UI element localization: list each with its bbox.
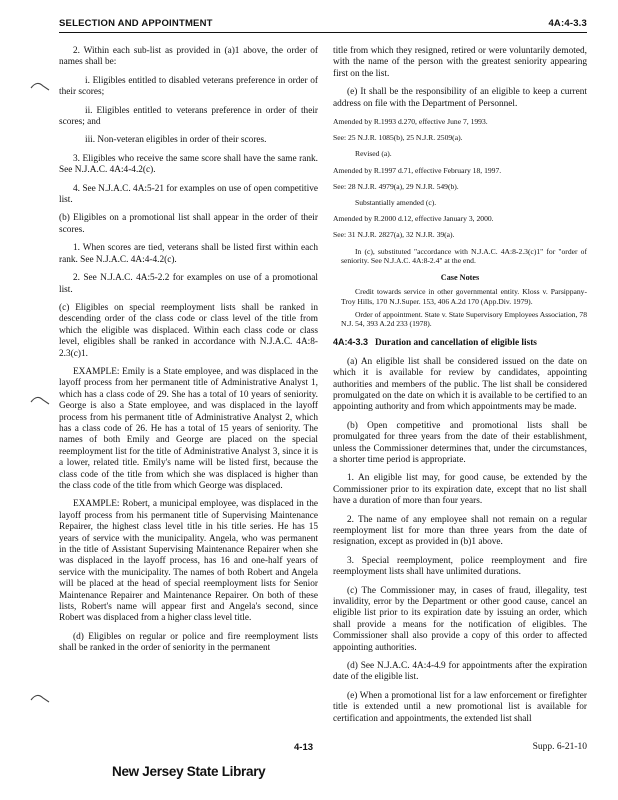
paragraph: 1. When scores are tied, veterans shall be listed first within each rank. See N.J.A.C. 4A:4-4.2(c).	[59, 243, 318, 265]
right-column-top	[333, 46, 587, 110]
paragraph: title from which they resigned, retired or were voluntarily demoted, with the name of the person with the greatest seniority appearing first on the list.	[333, 46, 587, 79]
paragraph: 1. An eligible list may, for good cause, be extended by the Commissioner prior to its expiration date, except that no list shall have a duration of more than four years.	[333, 473, 587, 507]
page-number: 4-13	[294, 742, 314, 753]
paragraph: (b) Eligibles on a promotional list shall appear in the order of their scores.	[59, 213, 318, 235]
history-line: See: 31 N.J.R. 2827(a), 32 N.J.R. 39(a).	[333, 230, 455, 240]
left-column	[59, 46, 318, 662]
header-section: 4A:4-3.3	[548, 18, 587, 29]
paragraph: 2. See N.J.A.C. 4A:5-2.2 for examples on use of a promotional list.	[59, 273, 318, 295]
running-header	[59, 18, 587, 32]
paragraph: 2. The name of any employee shall not remain on a regular reemployment list for more than three years from the date of resignation, except as provided in (b)1 above.	[333, 514, 587, 548]
history-line: See: 25 N.J.R. 1085(b), 25 N.J.R. 2509(a).	[333, 133, 463, 143]
paragraph: (c) The Commissioner may, in cases of fraud, illegality, test invalidity, error by the Department or other good cause, cancel an eligible list prior to its expiration date by issuing an order, which shall provide a means for the notification of eligibles. The Commissioner shall also provide a copy of this order to affected appointing authorities.	[333, 585, 587, 653]
history-line: In (c), substituted "accordance with N.J.A.C. 4A:8-2.3(c)1" for "order of seniority. See N.J.A.C. 4A:8-2.4" at the end.	[341, 246, 587, 265]
paragraph: (a) An eligible list shall be considered issued on the date on which it is available for review by candidates, appointing authorities and members of the public. The list shall be considered promulgated on the date on which it is available to be certified to an appointing authority and from which appointments may be made.	[333, 356, 587, 413]
paragraph: EXAMPLE: Robert, a municipal employee, was displaced in the layoff process from his permanent title of Supervising Maintenance Repairer, the highest class level title in his title series. He has 15 years of service with the municipality. Angela, who was permanent in the title of Assistant Supervising Maintenance Repairer when she was displaced in the layoff process, has 16 and one-half years of service with the municipality. The names of both Robert and Angela will be placed at the head of special reemployment lists for Senior Maintenance Repairer and Maintenance Repairer. On both of these lists, Robert's name will appear first and Angela's second, since Robert was displaced from a higher class level title.	[59, 499, 318, 624]
paragraph: (c) Eligibles on special reemployment lists shall be ranked in descending order of the class code or class level of the title from which the eligible was displaced. Within each class code or class level, eligibles shall be ranked in accordance with N.J.A.C. 4A:8-2.3(c)1.	[59, 302, 318, 359]
section-number: 4A:4-3.3	[333, 337, 369, 348]
paragraph: 3. Special reemployment, police reemployment and fire reemployment lists shall have unlimited durations.	[333, 555, 587, 578]
section-heading	[333, 337, 587, 349]
margin-hole-mark-icon	[29, 690, 51, 704]
library-stamp: New Jersey State Library	[112, 764, 266, 779]
case-notes-heading: Case Notes	[440, 273, 480, 283]
header-rule	[59, 32, 587, 33]
history-line: Amended by R.1993 d.270, effective June 7, 1993.	[333, 117, 488, 127]
paragraph: (b) Open competitive and promotional lists shall be promulgated for three years from the date of their establishment, unless the Commissioner determines that, under the circumstances, a shorter time period is appropriate.	[333, 420, 587, 465]
supplement-date: Supp. 6-21-10	[532, 742, 587, 752]
paragraph: 3. Eligibles who receive the same score shall have the same rank. See N.J.A.C. 4A:4-4.2(c).	[59, 153, 318, 176]
paragraph: EXAMPLE: Emily is a State employee, and was displaced in the layoff process from her permanent title of Administrative Analyst 1, which has a class code of 29. She has a total of 10 years of seniority. George is also a State employee, and was displaced in the layoff process from his permanent title of Administrative Analyst 2, which has a class code of 26. He has a total of 15 years of seniority. The names of both Emily and George are placed on the special reemployment list for the title of Administrative Analyst 3, since it is a lower, related title. Emily's name will be listed first, because the class code of the title from which she was displaced is higher than the class code of the title from which George was displaced.	[59, 366, 318, 491]
history-line: Amended by R.2000 d.12, effective January 3, 2000.	[333, 214, 494, 224]
paragraph: (e) It shall be the responsibility of an eligible to keep a current address on file with the Department of Personnel.	[333, 87, 587, 109]
history-line: Revised (a).	[355, 149, 392, 159]
history-notes	[333, 117, 587, 265]
margin-hole-mark-icon	[29, 78, 51, 92]
history-line: See: 28 N.J.R. 4979(a), 29 N.J.R. 549(b).	[333, 181, 459, 191]
paragraph: (d) Eligibles on regular or police and fire reemployment lists shall be ranked in the order of seniority in the permanent	[59, 631, 318, 654]
paragraph: 4. See N.J.A.C. 4A:5-21 for examples on use of open competitive list.	[59, 183, 318, 206]
case-notes	[333, 287, 587, 328]
paragraph: i. Eligibles entitled to disabled veterans preference in order of their scores;	[59, 75, 318, 98]
paragraph: ii. Eligibles entitled to veterans preference in order of their scores; and	[59, 105, 318, 128]
right-column-bottom	[333, 357, 587, 725]
paragraph: 2. Within each sub-list as provided in (a)1 above, the order of names shall be:	[59, 46, 318, 68]
paragraph: iii. Non-veteran eligibles in order of their scores.	[85, 135, 267, 146]
section-title: Duration and cancellation of eligible lists	[375, 338, 537, 349]
right-column	[333, 46, 587, 732]
history-line: Amended by R.1997 d.71, effective February 18, 1997.	[333, 165, 502, 175]
margin-hole-mark-icon	[29, 392, 51, 406]
case-note: Credit towards service in other governmental entity. Kloss v. Parsippany-Troy Hills, 170 N.J.Super. 153, 406 A.2d 170 (App.Div. 1979).	[341, 287, 587, 306]
history-line: Substantially amended (c).	[355, 198, 437, 208]
paragraph: (d) See N.J.A.C. 4A:4-4.9 for appointments after the expiration date of the eligible list.	[333, 661, 587, 683]
paragraph: (e) When a promotional list for a law enforcement or firefighter title is extended until a new promotional list is available for certification and appointments, the extended list shall	[333, 690, 587, 724]
case-note: Order of appointment. State v. State Supervisory Employees Association, 78 N.J. 54, 393 A.2d 233 (1978).	[341, 309, 587, 329]
header-title: SELECTION AND APPOINTMENT	[59, 18, 213, 29]
